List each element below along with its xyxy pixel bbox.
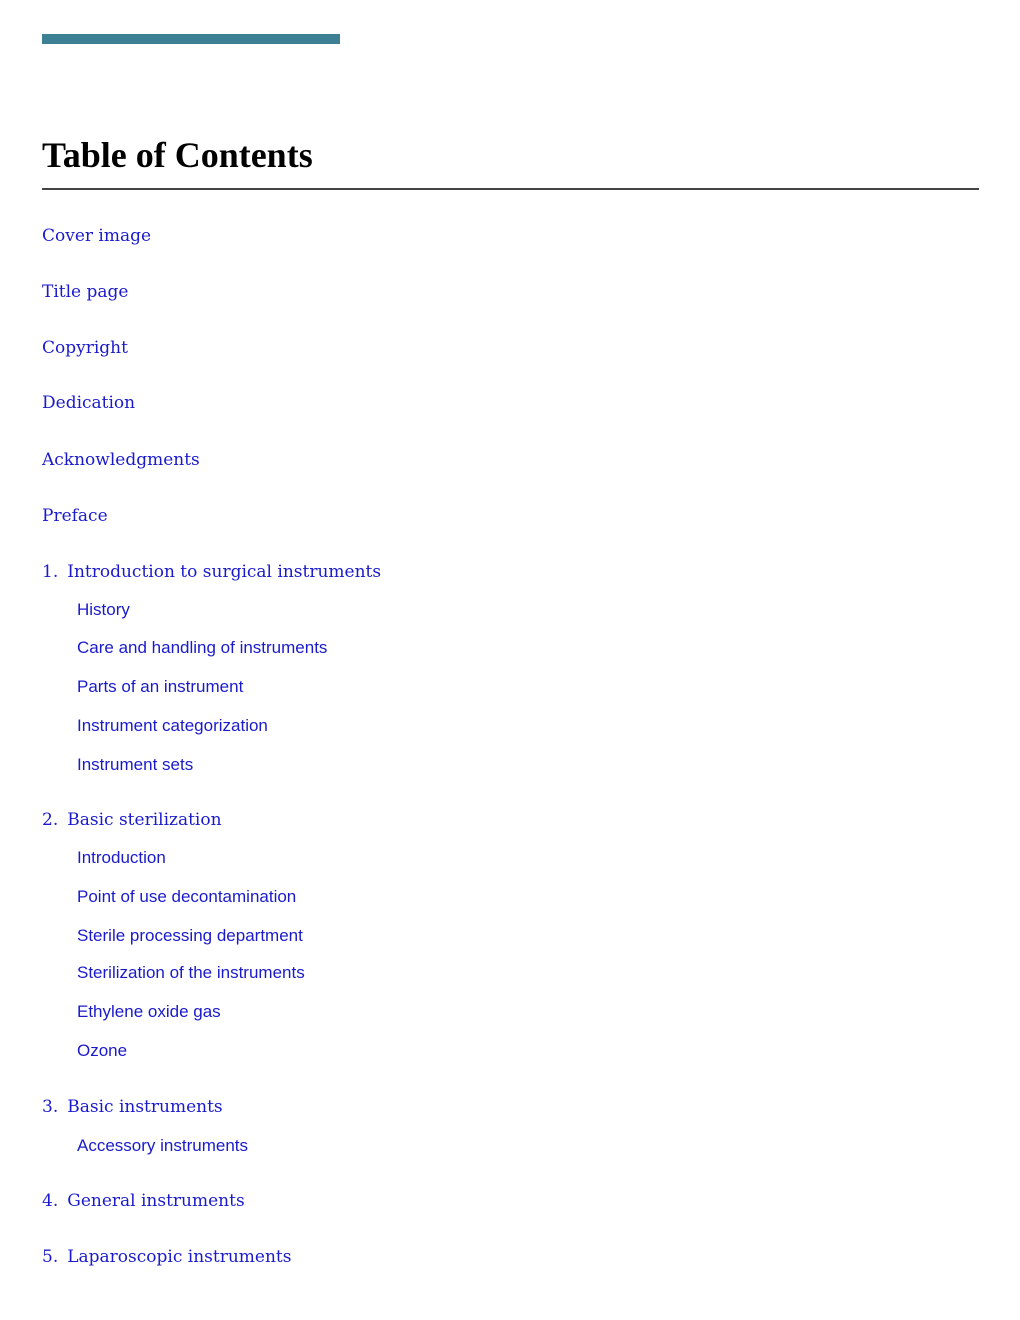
toc-entry-label: Parts of an instrument: [77, 677, 244, 696]
toc-section-link[interactable]: [77, 599, 130, 621]
toc-entry-label: Preface: [42, 506, 108, 526]
toc-section-link[interactable]: [77, 925, 303, 947]
toc-entry-label: Instrument sets: [77, 755, 194, 774]
toc-entry-label: Instrument categorization: [77, 716, 268, 735]
toc-entry-label: Dedication: [42, 393, 136, 413]
toc-entry-label: History: [77, 600, 130, 619]
toc-entry-label: Introduction: [77, 848, 166, 867]
toc-chapter-link[interactable]: [42, 337, 128, 359]
toc-entry-label: Laparoscopic instruments: [67, 1247, 292, 1267]
toc-entry-number: 3.: [42, 1097, 59, 1117]
toc-entry-label: Sterile processing department: [77, 926, 303, 945]
toc-section-link[interactable]: [77, 1001, 221, 1023]
toc-entry-label: Ethylene oxide gas: [77, 1002, 221, 1021]
page-title: Table of Contents: [42, 135, 313, 175]
toc-section-link[interactable]: [77, 1040, 127, 1062]
toc-section-link[interactable]: [77, 1135, 248, 1157]
toc-chapter-link[interactable]: [42, 809, 222, 831]
toc-entry-label: Acknowledgments: [42, 450, 200, 470]
toc-section-link[interactable]: [77, 754, 193, 776]
toc-entry-label: Title page: [42, 282, 129, 302]
toc-entry-label: Introduction to surgical instruments: [67, 562, 382, 582]
toc-chapter-link[interactable]: [42, 449, 200, 471]
toc-entry-number: 5.: [42, 1247, 59, 1267]
toc-entry-number: 2.: [42, 810, 59, 830]
toc-entry-label: Cover image: [42, 226, 152, 246]
toc-section-link[interactable]: [77, 962, 305, 984]
toc-chapter-link[interactable]: [42, 561, 381, 583]
toc-entry-label: Sterilization of the instruments: [77, 963, 305, 982]
toc-entry-label: Point of use decontamination: [77, 887, 297, 906]
toc-section-link[interactable]: [77, 847, 166, 869]
toc-entry-label: Accessory instruments: [77, 1136, 248, 1155]
toc-section-link[interactable]: [77, 676, 243, 698]
toc-chapter-link[interactable]: [42, 392, 135, 414]
toc-entry-label: Care and handling of instruments: [77, 638, 328, 657]
toc-chapter-link[interactable]: [42, 281, 128, 303]
toc-chapter-link[interactable]: [42, 1190, 245, 1212]
toc-entry-label: Ozone: [77, 1041, 128, 1060]
toc-entry-label: General instruments: [67, 1191, 245, 1211]
toc-chapter-link[interactable]: [42, 505, 108, 527]
toc-chapter-link[interactable]: [42, 1246, 291, 1268]
toc-section-link[interactable]: [77, 715, 268, 737]
toc-entry-label: Copyright: [42, 338, 128, 358]
toc-section-link[interactable]: [77, 886, 296, 908]
toc-entry-label: Basic instruments: [67, 1097, 223, 1117]
toc-entry-label: Basic sterilization: [67, 810, 222, 830]
toc-entry-number: 1.: [42, 562, 59, 582]
toc-section-link[interactable]: [77, 637, 327, 659]
toc-chapter-link[interactable]: [42, 225, 151, 247]
toc-entry-number: 4.: [42, 1191, 59, 1211]
toc-chapter-link[interactable]: [42, 1096, 223, 1118]
